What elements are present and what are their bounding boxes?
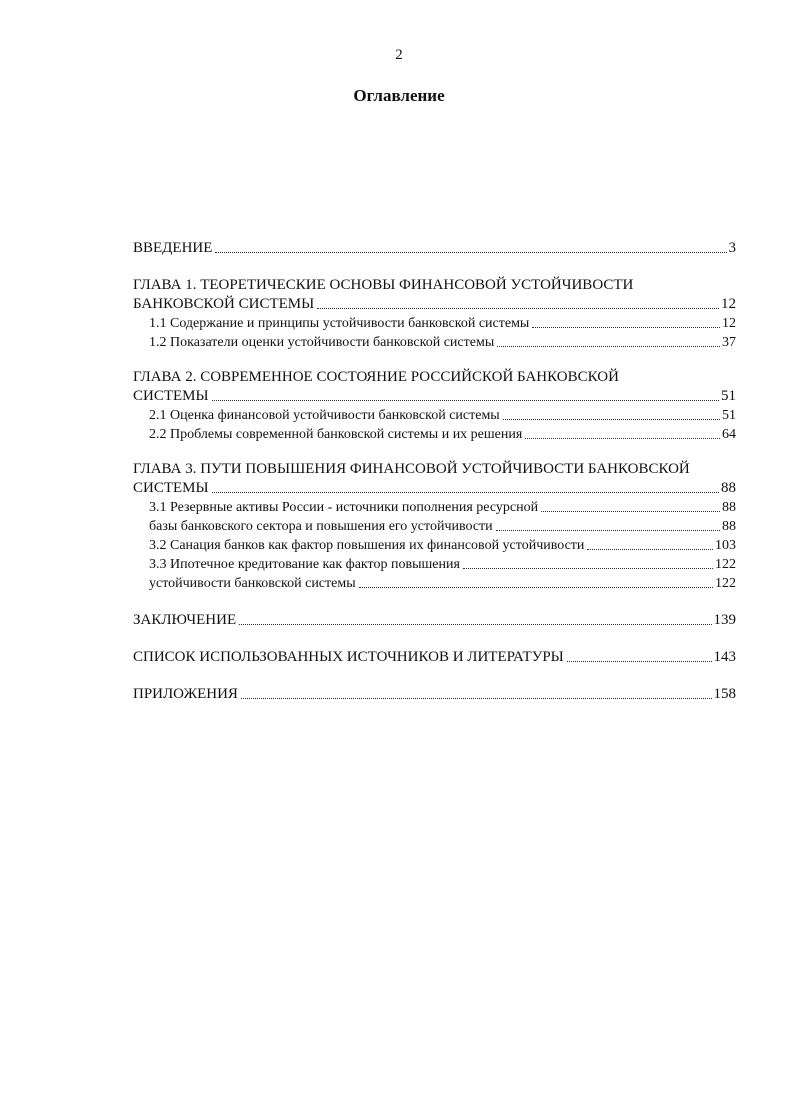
toc-entry-3-1b[interactable]	[133, 517, 736, 536]
toc-page-number: 143	[713, 649, 736, 665]
toc-label: 3.1 Резервные активы России - источники пополнения ресурсной	[149, 500, 539, 515]
toc-entry-2-2[interactable]	[133, 425, 736, 444]
toc-label: ПРИЛОЖЕНИЯ	[133, 686, 238, 702]
toc-page-number: 103	[715, 538, 736, 553]
toc-page-number: 88	[722, 519, 736, 534]
toc-label: 2.1 Оценка финансовой устойчивости банковской системы	[149, 408, 500, 423]
toc-entry-chapter-2[interactable]	[133, 387, 736, 406]
toc-label: ГЛАВА 1. ТЕОРЕТИЧЕСКИЕ ОСНОВЫ ФИНАНСОВОЙ УСТОЙЧИВОСТИ	[133, 277, 634, 293]
page-title: Оглавление	[353, 86, 445, 105]
toc-label: 3.3 Ипотечное кредитование как фактор повышения	[149, 557, 460, 572]
toc-label: ВВЕДЕНИЕ	[133, 240, 213, 256]
toc-page-number: 122	[715, 576, 736, 591]
toc-label: ГЛАВА 3. ПУТИ ПОВЫШЕНИЯ ФИНАНСОВОЙ УСТОЙЧИВОСТИ БАНКОВСКОЙ	[133, 461, 690, 477]
toc-entry-intro[interactable]	[133, 239, 736, 258]
dot-leader	[567, 660, 712, 662]
toc-page-number: 12	[721, 296, 736, 312]
dot-leader	[496, 529, 720, 531]
toc-label: СИСТЕМЫ	[133, 480, 209, 496]
toc-label: БАНКОВСКОЙ СИСТЕМЫ	[133, 296, 315, 312]
toc-entry-1-2[interactable]	[133, 333, 736, 352]
toc-label: СИСТЕМЫ	[133, 388, 209, 404]
toc-page-number: 158	[713, 686, 736, 702]
toc-entry-1-1[interactable]	[133, 314, 736, 333]
toc-label: ЗАКЛЮЧЕНИЕ	[133, 612, 237, 628]
toc-page-number: 139	[713, 612, 736, 628]
toc-chapter-1-title[interactable]	[133, 276, 736, 295]
toc-page-number: 88	[722, 500, 736, 515]
toc-label: СПИСОК ИСПОЛЬЗОВАННЫХ ИСТОЧНИКОВ И ЛИТЕРАТУРЫ	[133, 649, 564, 665]
toc-entry-3-1a[interactable]	[133, 498, 736, 517]
toc-page-number: 51	[721, 388, 736, 404]
toc-label: 2.2 Проблемы современной банковской системы и их решения	[149, 427, 523, 442]
toc-entry-3-3b[interactable]	[133, 574, 736, 593]
dot-leader	[503, 418, 720, 420]
dot-leader	[463, 567, 713, 569]
dot-leader	[359, 586, 713, 588]
toc-label: 1.1 Содержание и принципы устойчивости банковской системы	[149, 316, 530, 331]
toc-entry-conclusion[interactable]	[133, 611, 736, 630]
toc-entry-2-1[interactable]	[133, 406, 736, 425]
dot-leader	[532, 326, 720, 328]
dot-leader	[241, 697, 712, 699]
dot-leader	[215, 251, 726, 253]
toc-entry-3-3a[interactable]	[133, 555, 736, 574]
toc-page-number: 64	[722, 427, 736, 442]
dot-leader	[541, 510, 720, 512]
toc-label: устойчивости банковской системы	[149, 576, 356, 591]
toc-page-number: 37	[722, 335, 736, 350]
dot-leader	[317, 307, 719, 309]
toc-page-number: 88	[721, 480, 736, 496]
toc-page-number: 51	[722, 408, 736, 423]
toc-chapter-3-title[interactable]	[133, 460, 736, 479]
dot-leader	[212, 491, 719, 493]
toc-label: ГЛАВА 2. СОВРЕМЕННОЕ СОСТОЯНИЕ РОССИЙСКОЙ БАНКОВСКОЙ	[133, 369, 619, 385]
toc-page-number: 12	[722, 316, 736, 331]
toc-page-number: 122	[715, 557, 736, 572]
toc-entry-chapter-1[interactable]	[133, 295, 736, 314]
toc-label: 3.2 Санация банков как фактор повышения их финансовой устойчивости	[149, 538, 585, 553]
toc-entry-3-2[interactable]	[133, 536, 736, 555]
dot-leader	[497, 345, 720, 347]
toc-entry-sources[interactable]	[133, 648, 736, 667]
toc-entry-chapter-3[interactable]	[133, 479, 736, 498]
dot-leader	[587, 548, 713, 550]
toc-entry-appendix[interactable]	[133, 685, 736, 704]
table-of-contents	[133, 239, 736, 704]
dot-leader	[212, 399, 719, 401]
dot-leader	[525, 437, 720, 439]
toc-chapter-2-title[interactable]	[133, 368, 736, 387]
toc-page-number: 3	[728, 240, 736, 256]
dot-leader	[239, 623, 711, 625]
page-number: 2	[395, 47, 403, 63]
toc-label: 1.2 Показатели оценки устойчивости банковской системы	[149, 335, 495, 350]
toc-label: базы банковского сектора и повышения его устойчивости	[149, 519, 493, 534]
